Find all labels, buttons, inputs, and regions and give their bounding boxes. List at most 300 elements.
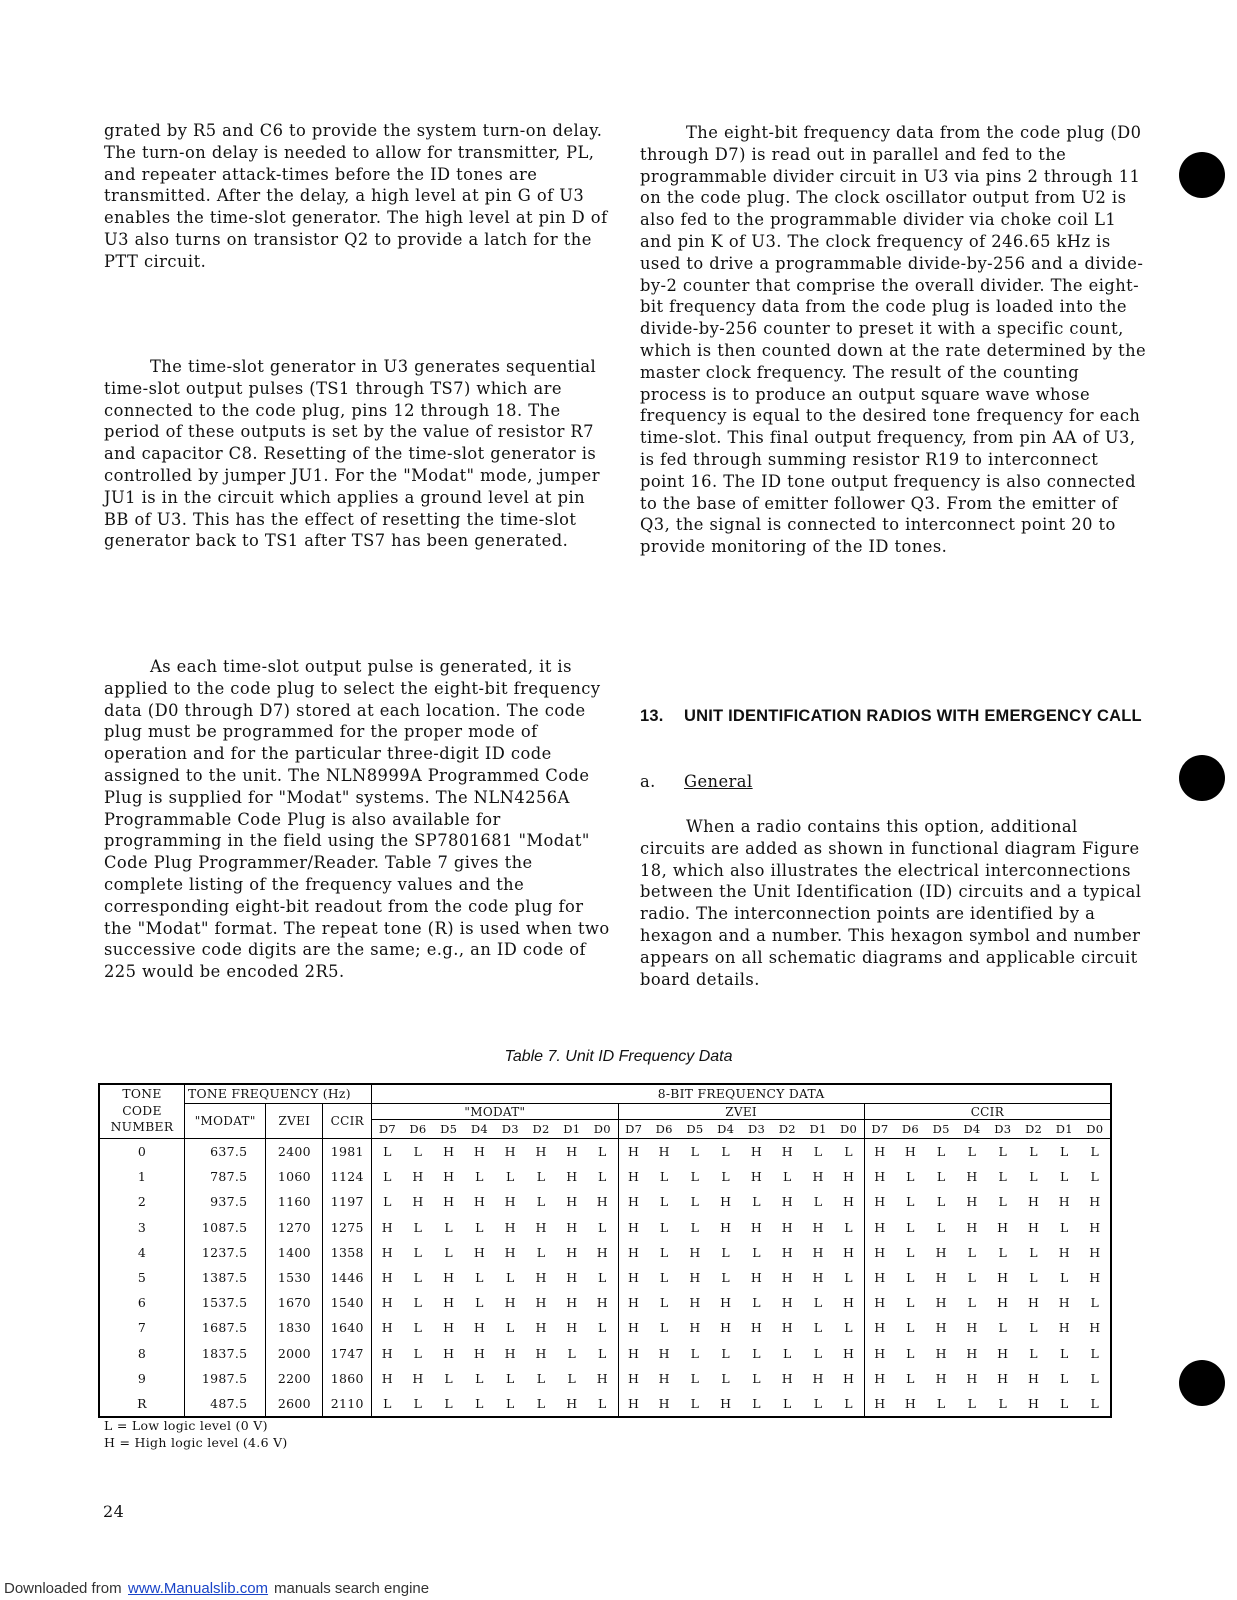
table-row: [99, 1215, 1111, 1240]
bit-cell: L: [967, 1295, 977, 1311]
modat-frequency-cell: 1537.5: [184, 1290, 265, 1315]
bit-cell: L: [813, 1345, 823, 1361]
bit-cell: H: [535, 1345, 547, 1361]
bit-cell: H: [443, 1320, 455, 1336]
bit-cell: H: [443, 1345, 455, 1361]
bit-cell: L: [833, 1265, 864, 1290]
bit-cell: H: [628, 1345, 640, 1361]
tone-code-cell: 3: [99, 1215, 184, 1240]
header-line: TONE: [122, 1087, 162, 1101]
bit-cell: H: [833, 1189, 864, 1214]
bit-col-header-ccir-7: D0: [1080, 1120, 1111, 1139]
bit-cell: H: [935, 1295, 947, 1311]
bit-cell: H: [566, 1144, 578, 1160]
bit-cell: H: [966, 1370, 978, 1386]
bit-cell: H: [443, 1194, 455, 1210]
bit-cell: H: [566, 1270, 578, 1286]
bit-cell: L: [536, 1395, 546, 1411]
tone-code-cell: 4: [99, 1240, 184, 1265]
bit-cell: L: [936, 1395, 946, 1411]
zvei-frequency-cell: 1400: [266, 1240, 323, 1265]
bit-cell: L: [587, 1139, 618, 1165]
bit-cell: H: [1058, 1295, 1070, 1311]
binder-hole-mark: [1179, 152, 1225, 198]
bit-cell: H: [997, 1295, 1009, 1311]
bit-cell: L: [1090, 1144, 1100, 1160]
bit-cell: L: [1090, 1370, 1100, 1386]
bit-cell: H: [720, 1320, 732, 1336]
bit-col-header-modat-1: D6: [403, 1120, 434, 1139]
left-paragraph-1: [104, 120, 610, 273]
bit-cell: H: [443, 1270, 455, 1286]
bit-cell: H: [412, 1169, 424, 1185]
bit-cell: H: [720, 1219, 732, 1235]
bit-cell: L: [505, 1395, 515, 1411]
bit-cell: L: [833, 1391, 864, 1417]
bit-cell: H: [812, 1270, 824, 1286]
bit-cell: L: [1029, 1345, 1038, 1361]
bit-cell: H: [935, 1244, 947, 1260]
bit-col-header-ccir-6: D1: [1049, 1120, 1080, 1139]
left-paragraph-3: [104, 656, 610, 983]
ccir-frequency-cell: 1747: [323, 1341, 372, 1366]
bit-cell: H: [833, 1290, 864, 1315]
bit-cell: H: [750, 1219, 763, 1235]
bit-cell: L: [536, 1169, 546, 1185]
bit-cell: H: [473, 1345, 486, 1361]
bit-cell: L: [813, 1395, 823, 1411]
bit-cell: L: [721, 1144, 731, 1160]
zvei-frequency-cell: 1270: [266, 1215, 323, 1240]
bit-cell: H: [720, 1395, 732, 1411]
bit-cell: H: [874, 1144, 886, 1160]
bit-cell: H: [628, 1194, 640, 1210]
bit-cell: H: [1027, 1395, 1040, 1411]
bit-cell: L: [752, 1194, 761, 1210]
bit-cell: H: [935, 1345, 947, 1361]
page-number: 24: [103, 1502, 125, 1521]
bit-col-header-zvei-7: D0: [833, 1120, 864, 1139]
bit-cell: L: [690, 1169, 700, 1185]
bit-cell: H: [904, 1395, 917, 1411]
bit-cell: L: [1060, 1219, 1069, 1235]
bit-cell: H: [587, 1366, 618, 1391]
bit-cell: L: [1060, 1270, 1069, 1286]
bit-cell: L: [833, 1215, 864, 1240]
bit-cell: H: [833, 1240, 864, 1265]
table-row: [99, 1315, 1111, 1340]
bit-cell: H: [1027, 1194, 1040, 1210]
bit-cell: H: [658, 1345, 670, 1361]
bit-cell: H: [628, 1395, 640, 1411]
bit-cell: L: [659, 1295, 669, 1311]
bit-col-header-ccir-0: D7: [864, 1120, 895, 1139]
bit-cell: H: [628, 1370, 640, 1386]
bit-cell: H: [997, 1370, 1009, 1386]
bit-col-header-ccir-2: D5: [926, 1120, 957, 1139]
bit-cell: L: [1060, 1345, 1069, 1361]
bit-cell: L: [1029, 1169, 1038, 1185]
left-paragraph-2: [104, 356, 610, 552]
bit-cell: L: [752, 1395, 761, 1411]
bit-cell: L: [782, 1345, 792, 1361]
bit-cell: L: [444, 1219, 453, 1235]
bit-cell: H: [812, 1370, 824, 1386]
bit-cell: L: [752, 1370, 761, 1386]
bit-cell: H: [1027, 1219, 1040, 1235]
table-row: [99, 1391, 1111, 1417]
header-line: CODE: [122, 1103, 162, 1118]
bit-cell: L: [567, 1370, 577, 1386]
bit-cell: H: [874, 1395, 886, 1411]
binder-hole-mark: [1179, 1360, 1225, 1406]
bit-cell: L: [752, 1345, 761, 1361]
bit-cell: L: [833, 1139, 864, 1165]
ccir-bits-group-header: CCIR: [864, 1104, 1111, 1120]
bit-cell: H: [750, 1270, 763, 1286]
bit-col-header-ccir-4: D3: [987, 1120, 1018, 1139]
section-title: UNIT IDENTIFICATION RADIOS WITH EMERGENCY CALL: [684, 707, 1142, 725]
bit-cell: L: [906, 1270, 915, 1286]
bit-cell: H: [874, 1295, 886, 1311]
bit-cell: L: [998, 1395, 1008, 1411]
modat-frequency-cell: 487.5: [184, 1391, 265, 1417]
zvei-frequency-cell: 2000: [266, 1341, 323, 1366]
tone-code-cell: 1: [99, 1164, 184, 1189]
bit-cell: L: [444, 1244, 453, 1260]
bit-cell: H: [587, 1290, 618, 1315]
bit-cell: H: [1027, 1370, 1040, 1386]
bit-cell: L: [967, 1395, 977, 1411]
bit-cell: H: [874, 1194, 886, 1210]
bit-cell: L: [690, 1370, 700, 1386]
ccir-frequency-cell: 1124: [323, 1164, 372, 1189]
zvei-frequency-cell: 2600: [266, 1391, 323, 1417]
bit-cell: H: [1089, 1320, 1101, 1336]
right-paragraph-2: [640, 816, 1148, 990]
bit-cell: H: [833, 1366, 864, 1391]
bit-cell: L: [444, 1370, 453, 1386]
table-body: [99, 1139, 1111, 1418]
bit-cell: H: [1089, 1194, 1101, 1210]
zvei-freq-col-header: ZVEI: [266, 1104, 323, 1139]
bit-cell: L: [906, 1169, 915, 1185]
zvei-bits-group-header: ZVEI: [618, 1104, 864, 1120]
footer-suffix: manuals search engine: [274, 1580, 430, 1597]
bit-cell: H: [781, 1270, 793, 1286]
bit-cell: H: [658, 1144, 670, 1160]
bit-cell: L: [721, 1370, 731, 1386]
bit-cell: H: [997, 1219, 1009, 1235]
tone-code-cell: 5: [99, 1265, 184, 1290]
unit-id-frequency-table: [98, 1083, 1112, 1418]
bit-cell: L: [690, 1219, 700, 1235]
table-caption: Table 7. Unit ID Frequency Data: [504, 1048, 733, 1065]
bit-cell: L: [998, 1194, 1008, 1210]
bit-cell: H: [781, 1295, 793, 1311]
bit-cell: H: [535, 1270, 547, 1286]
bit-cell: H: [781, 1244, 793, 1260]
tone-code-cell: 9: [99, 1366, 184, 1391]
table-row: [99, 1139, 1111, 1165]
bit-cell: H: [812, 1169, 824, 1185]
bit-cell: L: [659, 1169, 669, 1185]
modat-frequency-cell: 1387.5: [184, 1265, 265, 1290]
section-number: 13.: [640, 707, 664, 725]
bit-cell: H: [1089, 1244, 1101, 1260]
bit-cell: H: [720, 1194, 732, 1210]
bit-cell: H: [473, 1144, 486, 1160]
right-paragraph-1: [640, 122, 1148, 558]
bit-cell: H: [833, 1164, 864, 1189]
bit-cell: H: [535, 1295, 547, 1311]
table-row: [99, 1189, 1111, 1214]
tone-code-number-header: [99, 1084, 184, 1139]
ccir-frequency-cell: 1640: [323, 1315, 372, 1340]
table-row: [99, 1240, 1111, 1265]
paragraph-text: When a radio contains this option, additional circuits are added as shown in functional diagram Figure 18, which also illustrates the electrical interconnections between the Unit Identification (ID) circuits and a typical radio. The interconnection points are identified by a hexagon and a number. This hexagon symbol and number appears on all schematic diagrams and applicable circuit board details.: [640, 817, 1142, 989]
bit-cell: L: [906, 1219, 915, 1235]
bit-cell: L: [587, 1164, 618, 1189]
bit-col-header-zvei-5: D2: [772, 1120, 803, 1139]
paragraph-text: As each time-slot output pulse is generated, it is applied to the code plug to select the eight-bit frequency data (D0 through D7) stored at each location. The code plug must be programmed for the proper mode of operation and for the particular three-digit ID code assigned to the unit. The NLN8999A Programmed Code Plug is supplied for "Modat" systems. The NLN4256A Programmable Code Plug is also available for programming in the field using the SP7801681 "Modat" Code Plug Programmer/Reader. Table 7 gives the complete listing of the frequency values and the corresponding eight-bit readout from the code plug for the "Modat" format. The repeat tone (R) is used when two successive code digits are the same; e.g., an ID code of 225 would be encoded 2R5.: [104, 657, 610, 982]
bit-cell: L: [1029, 1244, 1038, 1260]
bit-cell: L: [383, 1169, 392, 1185]
bit-cell: L: [587, 1215, 618, 1240]
bit-cell: L: [383, 1395, 392, 1411]
bit-cell: L: [1060, 1370, 1069, 1386]
footer-link[interactable]: www.Manualslib.com: [128, 1580, 269, 1597]
bit-cell: H: [781, 1144, 793, 1160]
table-row: [99, 1164, 1111, 1189]
bit-col-header-modat-5: D2: [526, 1120, 557, 1139]
bit-cell: H: [587, 1240, 618, 1265]
table-row: [99, 1341, 1111, 1366]
bit-cell: H: [689, 1295, 701, 1311]
ccir-freq-col-header: CCIR: [323, 1104, 372, 1139]
bit-cell: L: [936, 1219, 946, 1235]
bit-cell: H: [381, 1320, 393, 1336]
paragraph-text: grated by R5 and C6 to provide the system turn-on delay. The turn-on delay is needed to allow for transmitter, PL, and repeater attack-times before the ID tones are transmitted. After the delay, a high level at pin G of U3 enables the time-slot generator. The high level at pin D of U3 also turns on transistor Q2 to provide a latch for the PTT circuit.: [104, 121, 608, 271]
bit-cell: H: [966, 1219, 978, 1235]
bit-cell: L: [690, 1194, 700, 1210]
ccir-frequency-cell: 2110: [323, 1391, 372, 1417]
bit-cell: H: [504, 1295, 516, 1311]
bit-cell: L: [475, 1219, 484, 1235]
bit-cell: L: [721, 1169, 731, 1185]
bit-cell: L: [752, 1295, 761, 1311]
binder-hole-mark: [1179, 755, 1225, 801]
tone-code-cell: 7: [99, 1315, 184, 1340]
bit-cell: L: [659, 1219, 669, 1235]
modat-frequency-cell: 1987.5: [184, 1366, 265, 1391]
bit-cell: L: [998, 1320, 1008, 1336]
bit-cell: L: [475, 1295, 484, 1311]
bit-cell: H: [658, 1370, 670, 1386]
legend-low: L = Low logic level (0 V): [104, 1418, 268, 1433]
bit-cell: L: [1060, 1395, 1069, 1411]
modat-frequency-cell: 1237.5: [184, 1240, 265, 1265]
modat-freq-col-header: "MODAT": [184, 1104, 265, 1139]
bit-cell: H: [381, 1345, 393, 1361]
bit-col-header-zvei-0: D7: [618, 1120, 649, 1139]
bit-cell: H: [874, 1270, 886, 1286]
table-row: [99, 1290, 1111, 1315]
bit-cell: H: [750, 1320, 763, 1336]
bit-cell: L: [444, 1395, 453, 1411]
tone-code-cell: 2: [99, 1189, 184, 1214]
bit-cell: L: [413, 1295, 423, 1311]
subsection-letter: a.: [640, 772, 656, 791]
bit-cell: L: [936, 1169, 946, 1185]
bit-cell: L: [659, 1194, 669, 1210]
bit-col-header-ccir-1: D6: [895, 1120, 926, 1139]
legend-high: H = High logic level (4.6 V): [104, 1435, 288, 1450]
bit-cell: H: [781, 1194, 793, 1210]
bit-cell: H: [874, 1219, 886, 1235]
bit-cell: H: [966, 1169, 978, 1185]
bit-col-header-ccir-3: D4: [957, 1120, 988, 1139]
bit-cell: L: [998, 1144, 1008, 1160]
bit-col-header-modat-6: D1: [556, 1120, 587, 1139]
bit-cell: H: [1089, 1219, 1101, 1235]
bit-cell: L: [1090, 1295, 1100, 1311]
bit-data-header: 8-BIT FREQUENCY DATA: [372, 1084, 1111, 1104]
bit-cell: H: [966, 1320, 978, 1336]
bit-col-header-modat-0: D7: [372, 1120, 403, 1139]
bit-cell: L: [413, 1219, 423, 1235]
bit-cell: L: [967, 1244, 977, 1260]
zvei-frequency-cell: 1060: [266, 1164, 323, 1189]
zvei-frequency-cell: 1530: [266, 1265, 323, 1290]
bit-cell: L: [813, 1320, 823, 1336]
bit-cell: L: [813, 1295, 823, 1311]
bit-cell: L: [690, 1395, 700, 1411]
bit-cell: L: [936, 1194, 946, 1210]
bit-cell: L: [413, 1345, 423, 1361]
bit-cell: H: [566, 1295, 578, 1311]
bit-cell: L: [906, 1295, 915, 1311]
bit-cell: H: [874, 1345, 886, 1361]
bit-cell: H: [1058, 1194, 1070, 1210]
bit-cell: L: [383, 1194, 392, 1210]
bit-cell: L: [906, 1345, 915, 1361]
bit-cell: H: [587, 1189, 618, 1214]
bit-cell: L: [833, 1315, 864, 1340]
table-legend: [104, 1417, 288, 1451]
bit-cell: L: [536, 1194, 546, 1210]
bit-cell: H: [935, 1320, 947, 1336]
bit-cell: L: [475, 1169, 484, 1185]
bit-cell: L: [721, 1244, 731, 1260]
bit-cell: H: [689, 1244, 701, 1260]
modat-frequency-cell: 1687.5: [184, 1315, 265, 1340]
bit-cell: L: [587, 1315, 618, 1340]
bit-cell: L: [782, 1169, 792, 1185]
bit-cell: L: [536, 1370, 546, 1386]
ccir-frequency-cell: 1981: [323, 1139, 372, 1165]
bit-cell: H: [812, 1219, 824, 1235]
ccir-frequency-cell: 1358: [323, 1240, 372, 1265]
bit-cell: H: [443, 1144, 455, 1160]
bit-cell: H: [874, 1244, 886, 1260]
bit-cell: L: [1060, 1144, 1069, 1160]
bit-cell: H: [473, 1194, 486, 1210]
bit-cell: H: [535, 1219, 547, 1235]
bit-cell: L: [475, 1370, 484, 1386]
bit-cell: H: [566, 1395, 578, 1411]
bit-cell: L: [587, 1391, 618, 1417]
bit-cell: L: [1060, 1169, 1069, 1185]
modat-frequency-cell: 937.5: [184, 1189, 265, 1214]
bit-cell: H: [1058, 1244, 1070, 1260]
bit-col-header-modat-7: D0: [587, 1120, 618, 1139]
bit-cell: H: [535, 1320, 547, 1336]
paragraph-text: The time-slot generator in U3 generates sequential time-slot output pulses (TS1 through TS7) which are connected to the code plug, pins 12 through 18. The period of these outputs is set by the value of resistor R7 and capacitor C8. Resetting of the time-slot generator is controlled by jumper JU1. For the "Modat" mode, jumper JU1 is in the circuit which applies a ground level at pin BB of U3. This has the effect of resetting the time-slot generator back to TS1 after TS7 has been generated.: [104, 357, 600, 551]
bit-cell: L: [967, 1144, 977, 1160]
bit-cell: L: [690, 1345, 700, 1361]
bit-cell: L: [413, 1270, 423, 1286]
zvei-frequency-cell: 2200: [266, 1366, 323, 1391]
bit-cell: L: [659, 1244, 669, 1260]
bit-cell: H: [443, 1169, 455, 1185]
bit-cell: H: [781, 1370, 793, 1386]
subsection-title: General: [684, 772, 753, 791]
modat-frequency-cell: 1087.5: [184, 1215, 265, 1240]
tone-code-cell: 6: [99, 1290, 184, 1315]
bit-cell: L: [383, 1144, 392, 1160]
bit-cell: L: [413, 1395, 423, 1411]
bit-cell: H: [381, 1270, 393, 1286]
bit-cell: H: [874, 1370, 886, 1386]
bit-cell: L: [906, 1244, 915, 1260]
bit-cell: L: [505, 1370, 515, 1386]
bit-cell: H: [966, 1194, 978, 1210]
bit-cell: H: [628, 1295, 640, 1311]
ccir-frequency-cell: 1860: [323, 1366, 372, 1391]
bit-cell: H: [566, 1169, 578, 1185]
bit-cell: L: [1029, 1144, 1038, 1160]
tone-code-cell: 0: [99, 1139, 184, 1165]
bit-cell: H: [473, 1244, 486, 1260]
ccir-frequency-cell: 1275: [323, 1215, 372, 1240]
bit-cell: H: [566, 1219, 578, 1235]
bit-cell: H: [443, 1295, 455, 1311]
bit-cell: L: [1029, 1270, 1038, 1286]
bit-cell: H: [935, 1370, 947, 1386]
bit-col-header-modat-3: D4: [464, 1120, 495, 1139]
bit-cell: H: [689, 1320, 701, 1336]
bit-cell: L: [659, 1270, 669, 1286]
ccir-frequency-cell: 1540: [323, 1290, 372, 1315]
modat-frequency-cell: 787.5: [184, 1164, 265, 1189]
table-row: [99, 1265, 1111, 1290]
bit-cell: H: [628, 1144, 640, 1160]
bit-cell: H: [874, 1169, 886, 1185]
bit-cell: H: [628, 1270, 640, 1286]
bit-cell: H: [658, 1395, 670, 1411]
bit-cell: H: [504, 1194, 516, 1210]
bit-cell: L: [567, 1345, 577, 1361]
bit-cell: H: [833, 1341, 864, 1366]
bit-cell: L: [536, 1244, 546, 1260]
bit-cell: H: [781, 1320, 793, 1336]
bit-cell: L: [505, 1270, 515, 1286]
bit-cell: H: [1027, 1295, 1040, 1311]
bit-cell: H: [628, 1219, 640, 1235]
bit-cell: L: [906, 1194, 915, 1210]
zvei-frequency-cell: 2400: [266, 1139, 323, 1165]
